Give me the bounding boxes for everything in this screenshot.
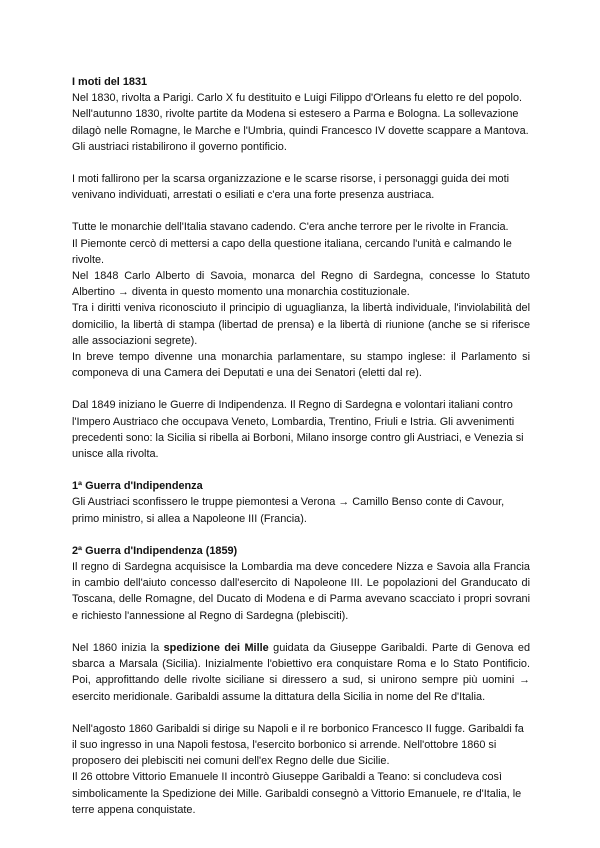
line-piemonte: Il Piemonte cercò di mettersi a capo della questione italiana, cercando l'unità e calmando le rivolte. — [72, 237, 512, 266]
spedizione-text-end: guidata da Giuseppe Garibaldi. Parte di Genova ed sbarca a Marsala (Sicilia). Inizialmente l'obiettivo era conquistare Roma e lo Stato Pontificio. Poi, approfittando delle rivolte siciliane si diressero a sud, si unirono sempre più uomini → esercito meridionale. Garibaldi assume la dittatura della Sicilia in nome del Re d'Italia. — [72, 641, 531, 703]
paragraph-rivolta-parigi: Nel 1830, rivolta a Parigi. Carlo X fu destituito e Luigi Filippo d'Orleans fu eletto re del popolo. Nell'autunno 1830, rivolte partite da Modena si estesero a Parma e Bologna. La sollevazione dilagò nelle Romagne, le Marche e l'Umbria, quindi Francesco IV dovette scappare a Mantova. Gli austriaci ristabilirono il governo pontificio. — [72, 92, 529, 153]
section-guerre-indipendenza — [72, 397, 530, 462]
paragraph-spedizione-mille — [72, 640, 530, 705]
paragraph-agosto-1860: Nell'agosto 1860 Garibaldi si dirige su Napoli e il re borbonico Francesco II fugge. Garibaldi fa il suo ingresso in una Napoli festosa, l'esercito borbonico si arrende. Nell'ottobre 1860 si proposero dei plebisciti nei comuni dell'ex Regno delle due Sicilie. — [72, 722, 524, 768]
section-moti-1831 — [72, 74, 530, 203]
paragraph-dal-1849: Dal 1849 iniziano le Guerre di Indipendenza. Il Regno di Sardegna e volontari italiani contro l'Impero Austriaco che occupava Veneto, Lombardia, Trentino, Friuli e Istria. Gli avvenimenti precedenti sono: la Sicilia si ribella ai Borboni, Milano insorge contro gli Austriaci, e Venezia si unisce alla rivolta. — [72, 399, 524, 461]
paragraph-prima-guerra: Gli Austriaci sconfissero le truppe piemontesi a Verona → Camillo Benso conte di Cavour, primo ministro, si allea a Napoleone III (Francia). — [72, 496, 505, 525]
section-spedizione-mille — [72, 640, 530, 705]
paragraph-moti-fallirono: I moti fallirono per la scarsa organizzazione e le scarse risorse, i personaggi guida dei moti venivano individuati, arrestati o esiliati e c'era una forte presenza austriaca. — [72, 173, 510, 202]
line-statuto-albertino: Nel 1848 Carlo Alberto di Savoia, monarca del Regno di Sardegna, concesse lo Statuto Albertino → diventa in questo momento una monarchia costituzionale. — [72, 270, 530, 299]
spedizione-bold-text: spedizione dei Mille — [163, 641, 269, 654]
section-prima-guerra — [72, 478, 530, 527]
section-monarchie — [72, 219, 530, 381]
spedizione-text-start: Nel 1860 inizia la — [72, 641, 164, 654]
section-garibaldi-napoli — [72, 721, 530, 818]
line-monarchie-cadendo: Tutte le monarchie dell'Italia stavano cadendo. C'era anche terrore per le rivolte in Francia. — [72, 221, 509, 234]
line-diritti: Tra i diritti veniva riconosciuto il principio di uguaglianza, la libertà individuale, l'inviolabilità del domicilio, la libertà di stampa (libertad de prensa) e la libertà di riunione (anche se si riferisce alle associazioni segrete). — [72, 302, 530, 347]
paragraph-seconda-guerra: Il regno di Sardegna acquisisce la Lombardia ma deve concedere Nizza e Savoia alla Francia in cambio dell'aiuto concesso dall'esercito di Napoleone III. Le popolazioni del Granducato di Toscana, delle Romagne, del Ducato di Modena e di Parma avevano scacciato i propri sovrani e richiesto l'annessione al Regno di Sardegna (plebisciti). — [72, 561, 530, 622]
heading-moti-1831: I moti del 1831 — [72, 76, 148, 88]
paragraph-teano: Il 26 ottobre Vittorio Emanuele II incontrò Giuseppe Garibaldi a Teano: si concludeva così simbolicamente la Spedizione dei Mille. Garibaldi consegnò a Vittorio Emanuele, re d'Italia, le terre appena conquistate. — [72, 771, 522, 816]
heading-prima-guerra: 1ª Guerra d'Indipendenza — [72, 480, 203, 493]
heading-seconda-guerra: 2ª Guerra d'Indipendenza (1859) — [72, 544, 238, 557]
line-monarchia-parlamentare: In breve tempo divenne una monarchia parlamentare, su stampo inglese: il Parlamento si componeva di una Camera dei Deputati e una dei Senatori (eletti dal re). — [72, 351, 530, 380]
section-seconda-guerra — [72, 543, 530, 624]
